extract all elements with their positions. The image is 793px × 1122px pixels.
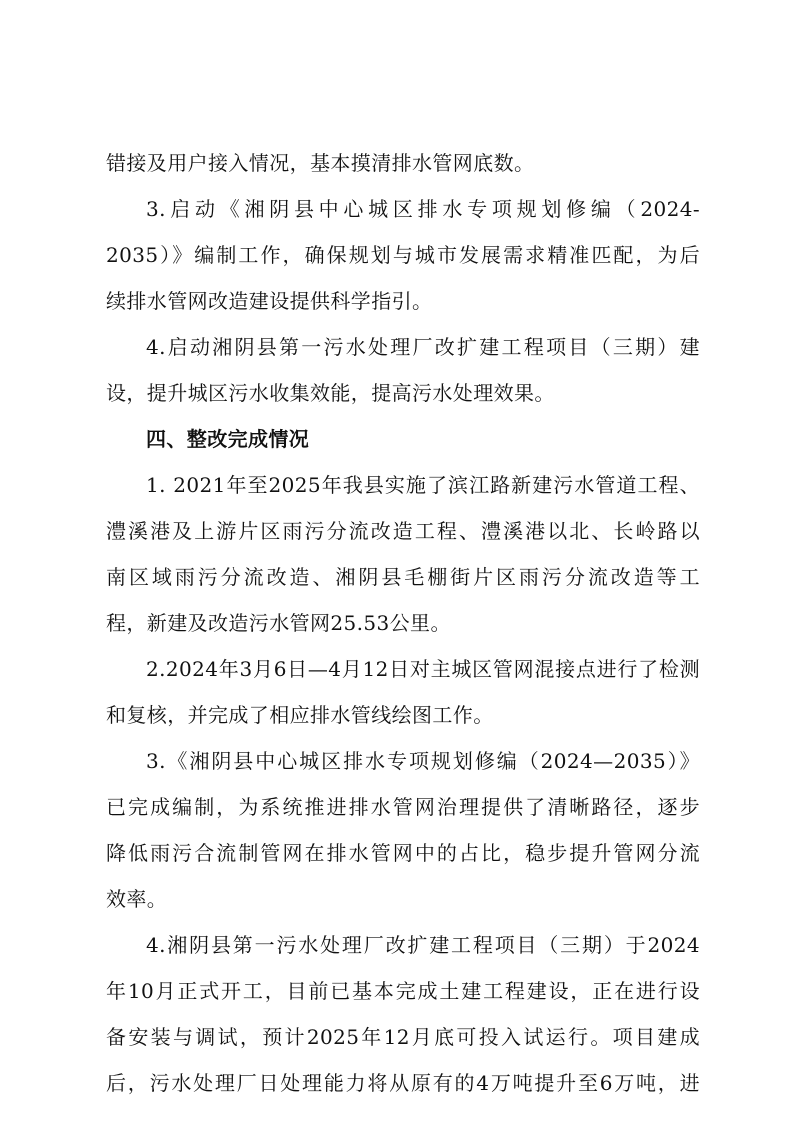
body-text-line: 3.《湘阴县中心城区排水专项规划修编（2024—2035）》 bbox=[146, 749, 700, 773]
body-text-line: 2035）》编制工作，确保规划与城市发展需求精准匹配，为后 bbox=[106, 243, 700, 267]
body-text-line: 3.启动《湘阴县中心城区排水专项规划修编（2024- bbox=[146, 197, 700, 221]
body-text-line: 1. 2021年至2025年我县实施了滨江路新建污水管道工程、 bbox=[146, 473, 700, 497]
body-text-line: 4.湘阴县第一污水处理厂改扩建工程项目（三期）于2024 bbox=[146, 933, 700, 957]
body-text-line: 澧溪港及上游片区雨污分流改造工程、澧溪港以北、长岭路以 bbox=[106, 519, 700, 543]
body-text-line: 设，提升城区污水收集效能，提高污水处理效果。 bbox=[106, 381, 555, 405]
body-text-line: 已完成编制，为系统推进排水管网治理提供了清晰路径，逐步 bbox=[106, 795, 700, 819]
body-text-line: 程，新建及改造污水管网25.53公里。 bbox=[106, 611, 451, 635]
body-text-line: 降低雨污合流制管网在排水管网中的占比，稳步提升管网分流 bbox=[106, 841, 700, 865]
body-text-line: 和复核，并完成了相应排水管线绘图工作。 bbox=[106, 703, 494, 727]
body-text-line: 错接及用户接入情况，基本摸清排水管网底数。 bbox=[106, 151, 535, 175]
section-heading: 四、整改完成情况 bbox=[146, 427, 310, 451]
body-text-line: 效率。 bbox=[106, 887, 168, 911]
body-text-line: 续排水管网改造建设提供科学指引。 bbox=[106, 289, 433, 313]
body-text-line: 后，污水处理厂日处理能力将从原有的4万吨提升至6万吨，进 bbox=[106, 1071, 700, 1095]
body-text-line: 备安装与调试，预计2025年12月底可投入试运行。项目建成 bbox=[106, 1025, 700, 1049]
body-text-line: 2.2024年3月6日—4月12日对主城区管网混接点进行了检测 bbox=[146, 657, 700, 681]
body-text-line: 4.启动湘阴县第一污水处理厂改扩建工程项目（三期）建 bbox=[146, 335, 700, 359]
body-text-line: 年10月正式开工，目前已基本完成土建工程建设，正在进行设 bbox=[106, 979, 700, 1003]
body-text-line: 南区域雨污分流改造、湘阴县毛棚街片区雨污分流改造等工 bbox=[106, 565, 700, 589]
